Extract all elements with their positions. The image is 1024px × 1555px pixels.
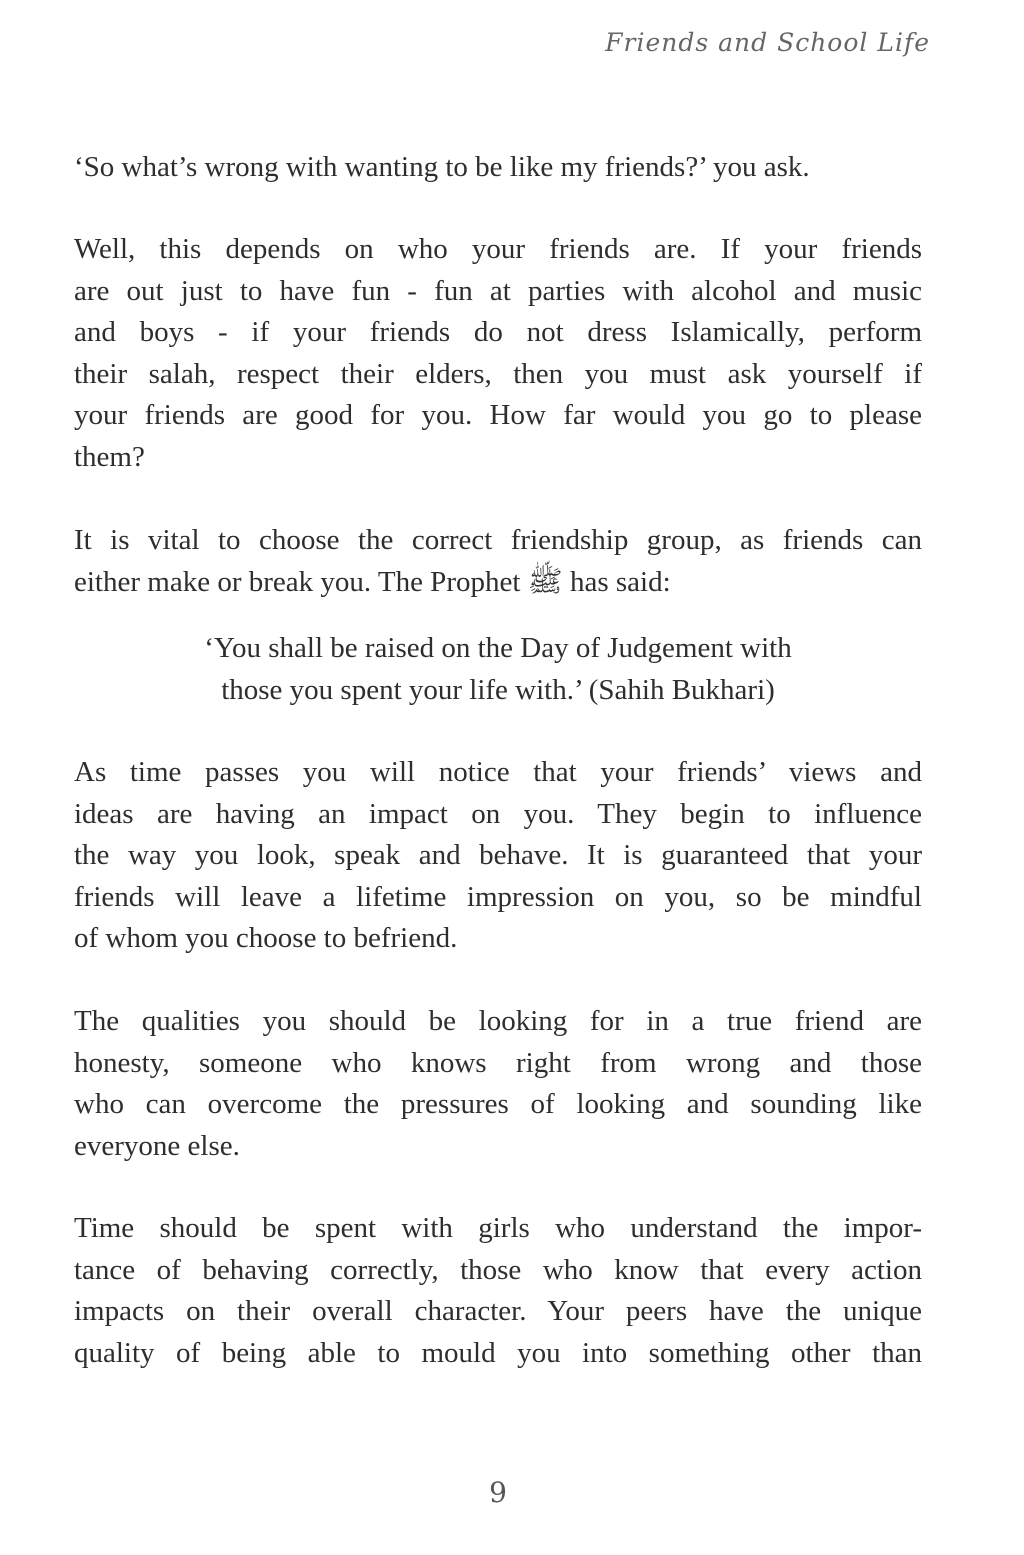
paragraph-6: [74, 1208, 922, 1374]
quote-line: those you spent your life with.’ (Sahih Bukhari): [221, 674, 775, 706]
text-line: friends will leave a lifetime impression on you, so be mindful: [74, 880, 922, 913]
paragraph-1: [74, 147, 922, 189]
text-line: of whom you choose to befriend.: [74, 922, 458, 954]
text-line: ‘So what’s wrong with wanting to be like my friends?’ you ask.: [74, 151, 810, 183]
text-line: their salah, respect their elders, then you must ask yourself if: [74, 357, 922, 390]
text-line: It is vital to choose the correct friendship group, as friends can: [74, 524, 922, 556]
text-line: either make or break you. The Prophet ﷺ has said:: [74, 565, 671, 598]
page-number: 9: [489, 1476, 507, 1509]
text-line: ideas are having an impact on you. They begin to influence: [74, 797, 922, 830]
text-line: impacts on their overall character. Your peers have the unique: [74, 1295, 922, 1327]
text-line: are out just to have fun - fun at parties with alcohol and music: [74, 274, 922, 307]
text-line: the way you look, speak and behave. It is guaranteed that your: [74, 839, 922, 871]
text-line: honesty, someone who knows right from wrong and those: [74, 1046, 922, 1079]
text-line: everyone else.: [74, 1129, 240, 1162]
text-line: As time passes you will notice that your friends’ views and: [74, 756, 922, 788]
paragraph-5: [74, 1001, 922, 1167]
text-line: who can overcome the pressures of looking and sounding like: [74, 1088, 922, 1120]
text-line: and boys - if your friends do not dress Islamically, perform: [74, 316, 922, 348]
running-header: Friends and School Life: [605, 28, 930, 57]
paragraph-3: [74, 520, 922, 603]
paragraph-4: [74, 752, 922, 960]
text-line: tance of behaving correctly, those who know that every action: [74, 1253, 922, 1286]
text-line: your friends are good for you. How far would you go to please: [74, 399, 922, 431]
text-line: quality of being able to mould you into something other than: [74, 1336, 922, 1369]
paragraph-2: [74, 229, 922, 478]
text-line: The qualities you should be looking for in a true friend are: [74, 1005, 922, 1037]
text-line: Well, this depends on who your friends are. If your friends: [74, 233, 922, 265]
hadith-quote: [74, 627, 922, 711]
text-line: them?: [74, 440, 145, 473]
quote-line: ‘You shall be raised on the Day of Judgement with: [204, 632, 792, 664]
text-line: Time should be spent with girls who understand the impor-: [74, 1212, 922, 1244]
